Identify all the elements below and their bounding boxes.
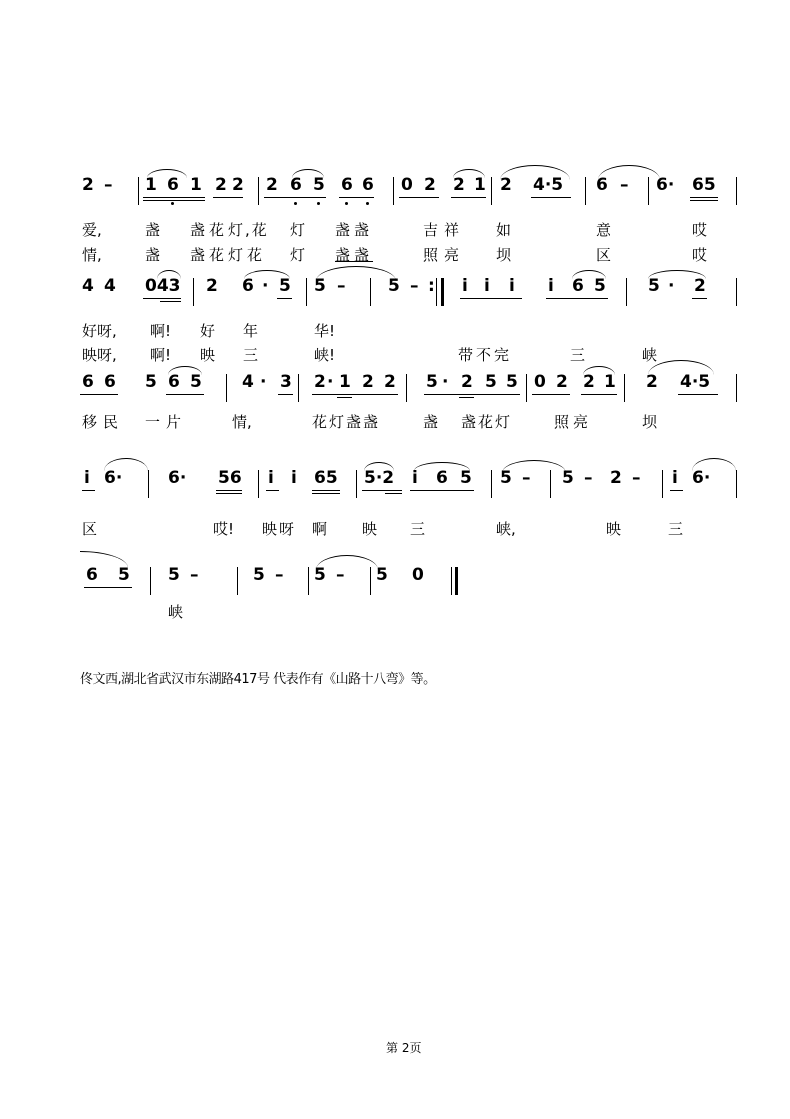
- note: 5: [118, 565, 130, 585]
- lyric: 盏: [145, 221, 161, 239]
- note: 5: [506, 372, 518, 392]
- barline: [526, 374, 527, 402]
- lyric: 坝: [496, 246, 512, 264]
- tie: [364, 462, 394, 471]
- dash: –: [632, 468, 641, 488]
- note: 6: [168, 372, 180, 392]
- lyric: 情,: [232, 413, 252, 431]
- barline: [550, 470, 551, 498]
- tie: [598, 165, 660, 180]
- tie: [244, 270, 290, 279]
- note: 6·: [692, 468, 711, 488]
- lyric: 好: [200, 322, 216, 340]
- notes-row-5: [0, 565, 790, 595]
- dash: –: [190, 565, 199, 585]
- note: 1: [474, 175, 486, 195]
- note: 1: [339, 372, 351, 392]
- barline: [624, 374, 625, 402]
- barline: [356, 470, 357, 498]
- dot-text: ·: [262, 276, 269, 296]
- beam: [266, 490, 279, 491]
- barline: [626, 278, 627, 306]
- dash: –: [275, 565, 284, 585]
- lyric: 盏: [423, 413, 439, 431]
- note: 4: [82, 276, 94, 296]
- note: 6: [572, 276, 584, 296]
- dash: –: [522, 468, 531, 488]
- dot-text: ·: [260, 372, 267, 392]
- note: 5: [562, 468, 574, 488]
- dot: [317, 202, 320, 205]
- notes-row-1: [0, 175, 790, 205]
- final-barline: [455, 567, 458, 595]
- tie: [104, 458, 148, 471]
- beam: [278, 394, 293, 395]
- beam: [80, 394, 118, 395]
- tie: [453, 169, 485, 178]
- note: 6: [242, 276, 254, 296]
- note: 2: [232, 175, 244, 195]
- beam: [143, 197, 205, 198]
- beam: [692, 298, 707, 299]
- note: i: [268, 468, 274, 488]
- lyric: 爱,: [82, 221, 102, 239]
- barline: [491, 177, 492, 205]
- lyric: 映: [362, 520, 378, 538]
- note: 6: [362, 175, 374, 195]
- lyric: 区: [596, 246, 612, 264]
- note: 4·5: [680, 372, 711, 392]
- lyric: 带不完: [458, 346, 513, 364]
- lyric: 映呀,: [82, 346, 117, 364]
- note: 0: [412, 565, 424, 585]
- note: 4: [242, 372, 254, 392]
- dash: –: [584, 468, 593, 488]
- note: i: [548, 276, 554, 296]
- dot: [171, 202, 174, 205]
- lyric-line-3: [0, 322, 790, 344]
- lyric: 映呀: [262, 520, 297, 538]
- note: 2: [206, 276, 218, 296]
- dot-text: ·: [327, 372, 334, 392]
- lyric: 三: [410, 520, 426, 538]
- repeat-dots: :: [428, 276, 435, 296]
- note: 5: [314, 276, 326, 296]
- note: 3: [280, 372, 292, 392]
- dot-text: ·: [442, 372, 449, 392]
- tie: [316, 266, 396, 281]
- tie: [80, 551, 128, 568]
- barline: [662, 470, 663, 498]
- note: i: [672, 468, 678, 488]
- lyric: 盏盏: [335, 246, 374, 264]
- beam: [312, 490, 340, 491]
- barline: [138, 177, 139, 205]
- lyric-line-1: [0, 221, 790, 243]
- dash: –: [336, 565, 345, 585]
- note: 6·: [656, 175, 675, 195]
- beam: [424, 394, 520, 395]
- dot: [345, 202, 348, 205]
- beam: [264, 197, 326, 198]
- note: 0: [401, 175, 413, 195]
- tie: [572, 270, 606, 279]
- beam: [690, 200, 718, 201]
- lyric: 照亮: [554, 413, 593, 431]
- dot: [366, 202, 369, 205]
- note: 2: [500, 175, 512, 195]
- lyric: 照亮: [423, 246, 466, 264]
- lyric: 坝: [642, 413, 658, 431]
- dash: –: [410, 276, 419, 296]
- lyric: 哎!: [213, 520, 235, 538]
- barline: [736, 278, 737, 306]
- beam: [531, 197, 571, 198]
- dash: –: [104, 175, 113, 195]
- lyric: 哎: [692, 221, 708, 239]
- lyric: 区: [82, 520, 98, 538]
- note: i: [291, 468, 297, 488]
- barline: [150, 567, 151, 595]
- note: 2: [694, 276, 706, 296]
- note: 6: [341, 175, 353, 195]
- barline: [237, 567, 238, 595]
- note: 0: [534, 372, 546, 392]
- notes-row-2: [0, 276, 790, 306]
- lyric: 盏: [145, 246, 161, 264]
- lyric-line-2: [0, 246, 790, 268]
- notes-row-3: [0, 372, 790, 402]
- lyric: 花灯盏盏: [312, 413, 381, 431]
- beam: [362, 490, 402, 491]
- note: 2: [610, 468, 622, 488]
- lyric: 啊: [312, 520, 328, 538]
- beam: [84, 587, 132, 588]
- double-barline: [441, 278, 444, 306]
- beam: [670, 490, 683, 491]
- beam: [451, 197, 486, 198]
- note: 5·2: [364, 468, 395, 488]
- tie: [316, 555, 378, 570]
- lyric: 灯花: [228, 246, 267, 264]
- note: 5: [168, 565, 180, 585]
- note: 6·: [168, 468, 187, 488]
- note: 65: [314, 468, 338, 488]
- lyric: 峡,: [496, 520, 516, 538]
- barline: [585, 177, 586, 205]
- note: 2: [314, 372, 326, 392]
- note: i: [484, 276, 490, 296]
- lyric-line-7: [0, 603, 790, 625]
- note: 5: [313, 175, 325, 195]
- note: 5: [648, 276, 660, 296]
- lyric: 如: [496, 221, 512, 239]
- note: 2: [384, 372, 396, 392]
- note: 2: [266, 175, 278, 195]
- barline: [298, 374, 299, 402]
- lyric: 哎: [692, 246, 708, 264]
- note: 5: [460, 468, 472, 488]
- note: 5: [594, 276, 606, 296]
- note: 5: [253, 565, 265, 585]
- note: 6: [596, 175, 608, 195]
- lyric: 意: [596, 221, 612, 239]
- note: 6: [436, 468, 448, 488]
- beam: [160, 301, 181, 302]
- beam: [143, 200, 205, 201]
- notes-row-4: [0, 468, 790, 498]
- tie: [157, 270, 181, 279]
- beam: [581, 394, 617, 395]
- beam: [216, 490, 242, 491]
- dot-text: ·: [668, 276, 675, 296]
- note: 1: [145, 175, 157, 195]
- tie: [692, 458, 736, 471]
- beam: [277, 298, 292, 299]
- note: 5: [279, 276, 291, 296]
- note: 6·: [104, 468, 123, 488]
- note: 5: [500, 468, 512, 488]
- note: 6: [82, 372, 94, 392]
- note: 2: [453, 175, 465, 195]
- lyric: 灯,花: [228, 221, 269, 239]
- lyric: 峡: [642, 346, 658, 364]
- barline: [258, 470, 259, 498]
- tie: [414, 462, 470, 471]
- note: 2: [82, 175, 94, 195]
- tie: [292, 169, 324, 178]
- note: 5: [190, 372, 202, 392]
- barline: [306, 278, 307, 306]
- lyric: 峡!: [314, 346, 336, 364]
- beam: [166, 394, 204, 395]
- note: 043: [145, 276, 181, 296]
- note: 6: [86, 565, 98, 585]
- lyric: 啊!: [150, 346, 172, 364]
- lyric: 好呀,: [82, 322, 117, 340]
- note: 4: [104, 276, 116, 296]
- lyric-line-5: [0, 413, 790, 435]
- barline: [370, 567, 371, 595]
- barline: [736, 177, 737, 205]
- note: 6: [104, 372, 116, 392]
- barline: [491, 470, 492, 498]
- lyric: 三: [668, 520, 684, 538]
- author-note: 佟文西,湖北省武汉市东湖路417号 代表作有《山路十八弯》等。: [80, 672, 436, 687]
- lyric: 盏花灯: [461, 413, 513, 431]
- note: 2: [556, 372, 568, 392]
- lyric: 盏花: [190, 246, 229, 264]
- lyric: 三: [243, 346, 259, 364]
- beam: [339, 197, 374, 198]
- barline: [736, 470, 737, 498]
- beam: [143, 298, 181, 299]
- barline: [258, 177, 259, 205]
- beam: [678, 394, 718, 395]
- note: 2: [424, 175, 436, 195]
- note: 5: [314, 565, 326, 585]
- barline: [451, 567, 452, 595]
- beam: [312, 493, 340, 494]
- note: 56: [218, 468, 242, 488]
- beam: [460, 298, 522, 299]
- note: 6: [167, 175, 179, 195]
- beam: [82, 490, 95, 491]
- lyric: 一片: [145, 413, 188, 431]
- barline: [193, 278, 194, 306]
- beam: [337, 397, 352, 398]
- barline: [436, 278, 437, 306]
- lyric: 灯: [290, 246, 306, 264]
- page-number: 第 2页: [386, 1041, 422, 1055]
- tie: [502, 460, 566, 473]
- note: i: [412, 468, 418, 488]
- beam: [213, 197, 243, 198]
- lyric: 峡: [168, 603, 184, 621]
- lyric: 盏花: [190, 221, 229, 239]
- barline: [148, 470, 149, 498]
- lyric: 年: [243, 322, 259, 340]
- beam: [546, 298, 608, 299]
- tie: [648, 270, 706, 279]
- beam: [532, 394, 570, 395]
- note: i: [84, 468, 90, 488]
- barline: [648, 177, 649, 205]
- note: 5: [145, 372, 157, 392]
- lyric: 啊!: [150, 322, 172, 340]
- beam: [216, 493, 242, 494]
- note: 2: [583, 372, 595, 392]
- note: 65: [692, 175, 716, 195]
- beam: [459, 397, 474, 398]
- dash: –: [620, 175, 629, 195]
- beam: [312, 394, 398, 395]
- note: 2: [461, 372, 473, 392]
- barline: [736, 374, 737, 402]
- note: 5: [485, 372, 497, 392]
- beam: [410, 490, 474, 491]
- note: 1: [190, 175, 202, 195]
- note: i: [509, 276, 515, 296]
- note: 1: [604, 372, 616, 392]
- lyric: 映: [606, 520, 622, 538]
- dot: [294, 202, 297, 205]
- note: 2: [362, 372, 374, 392]
- note: 2: [215, 175, 227, 195]
- tie: [500, 165, 570, 180]
- note: i: [462, 276, 468, 296]
- beam: [399, 197, 439, 198]
- lyric: 映: [200, 346, 216, 364]
- lyric: 华!: [314, 322, 336, 340]
- note: 6: [290, 175, 302, 195]
- beam: [385, 493, 402, 494]
- barline: [370, 278, 371, 306]
- dash: –: [337, 276, 346, 296]
- barline: [406, 374, 407, 402]
- barline: [393, 177, 394, 205]
- note: 5: [376, 565, 388, 585]
- lyric: 情,: [82, 246, 102, 264]
- lyric: 盏盏: [335, 221, 374, 239]
- barline: [308, 567, 309, 595]
- tie: [147, 169, 187, 178]
- beam: [690, 197, 718, 198]
- note: 5: [388, 276, 400, 296]
- note: 2: [646, 372, 658, 392]
- note: 5: [426, 372, 438, 392]
- lyric-line-6: [0, 520, 790, 542]
- barline: [226, 374, 227, 402]
- lyric: 三: [570, 346, 586, 364]
- lyric: 吉祥: [423, 221, 466, 239]
- lyric: 移民: [82, 413, 125, 431]
- note: 4·5: [533, 175, 564, 195]
- lyric: 灯: [290, 221, 306, 239]
